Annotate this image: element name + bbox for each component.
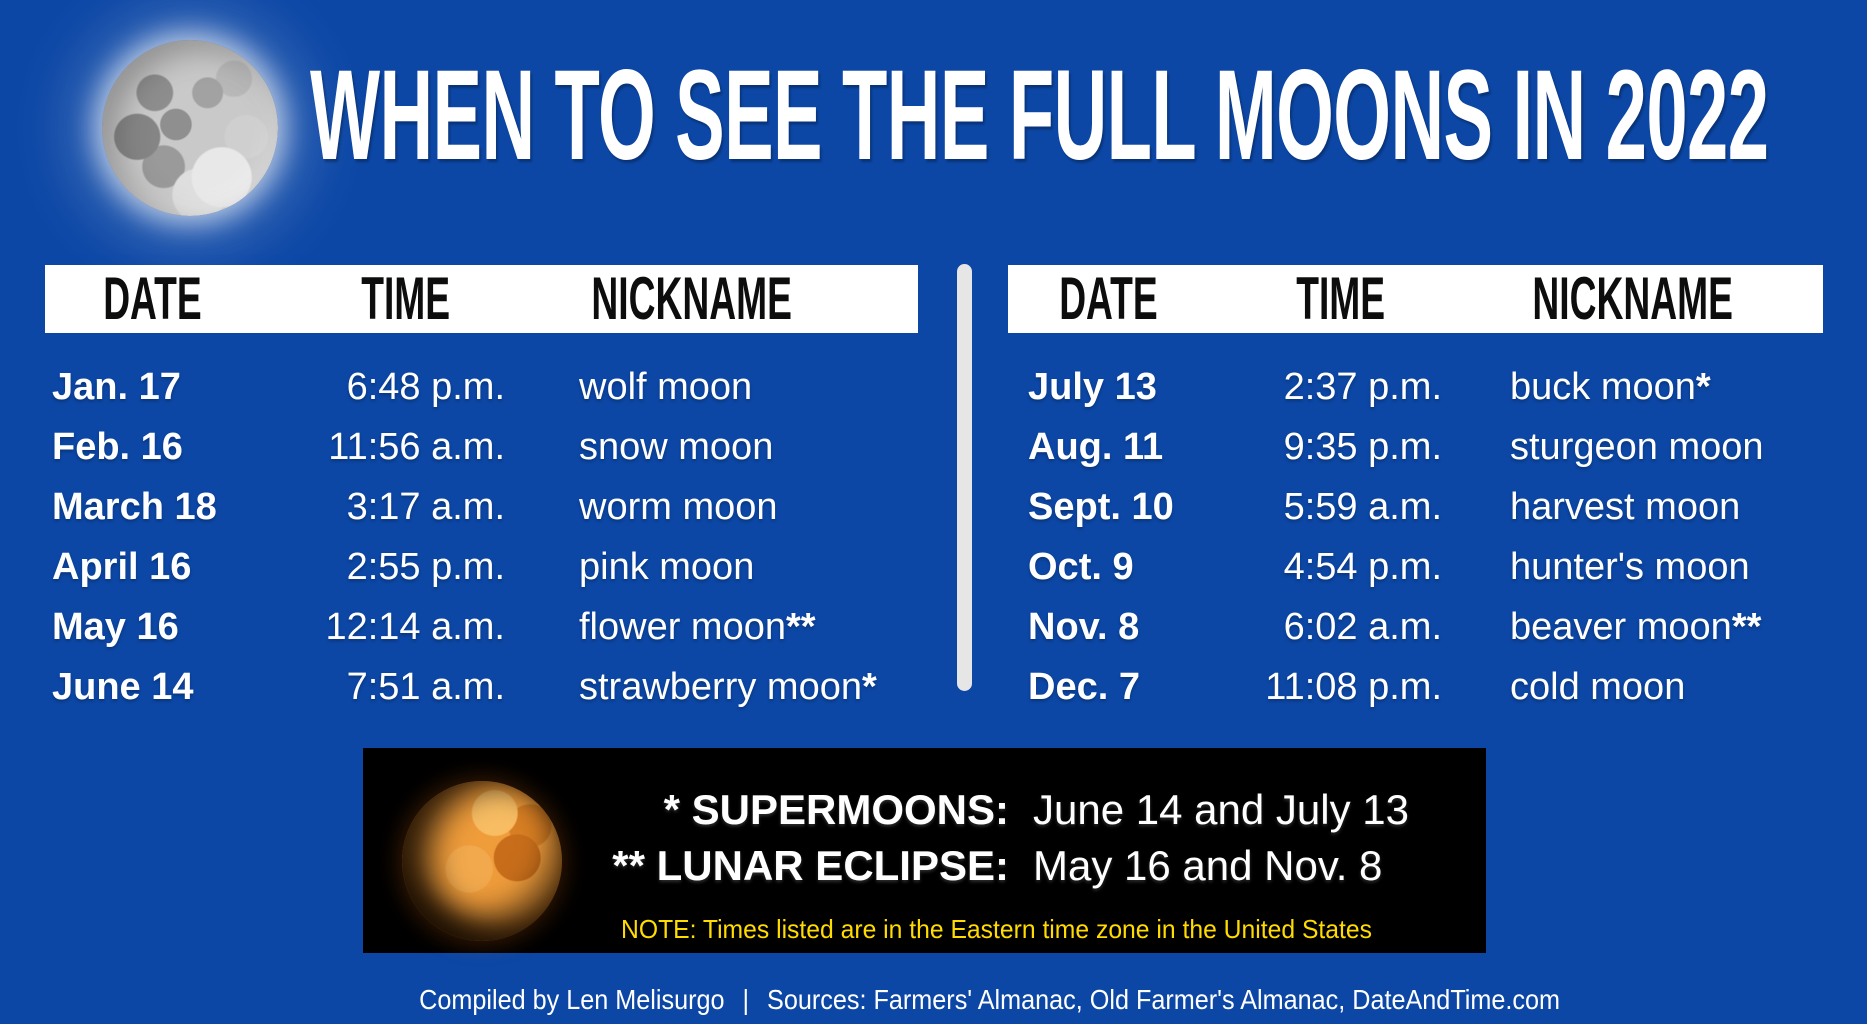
nickname-cell: buck moon* <box>1510 365 1711 408</box>
date-cell: Jan. 17 <box>52 365 181 408</box>
table-row <box>45 537 918 597</box>
nickname-cell: hunter's moon <box>1510 545 1750 588</box>
date-cell: Sept. 10 <box>1028 485 1174 528</box>
moon-table-july-dec <box>1008 265 1823 717</box>
nickname-cell: harvest moon <box>1510 485 1741 528</box>
date-cell: March 18 <box>52 485 217 528</box>
compiled-by-text: Compiled by Len Melisurgo <box>419 984 725 1015</box>
nickname-cell: worm moon <box>579 485 778 528</box>
table-row <box>45 597 918 657</box>
nickname-cell: strawberry moon* <box>579 665 877 708</box>
table-row <box>1008 477 1823 537</box>
nickname-cell: beaver moon** <box>1510 605 1762 648</box>
nickname-cell: wolf moon <box>579 365 753 408</box>
nickname-cell: snow moon <box>579 425 774 468</box>
legend-box <box>363 748 1486 953</box>
table-row <box>1008 357 1823 417</box>
column-header-date: DATE <box>1058 265 1158 332</box>
table-divider <box>957 264 972 691</box>
table-rows <box>1008 357 1823 717</box>
time-cell: 12:14 a.m. <box>325 605 505 648</box>
time-cell: 5:59 a.m. <box>1283 485 1442 528</box>
table-row <box>1008 537 1823 597</box>
time-cell: 4:54 p.m. <box>1283 545 1442 588</box>
moon-table-jan-june <box>45 265 918 717</box>
nickname-cell: flower moon** <box>579 605 816 648</box>
table-rows <box>45 357 918 717</box>
date-cell: Nov. 8 <box>1028 605 1140 648</box>
supermoons-value: June 14 and July 13 <box>1033 786 1409 833</box>
time-cell: 11:56 a.m. <box>328 425 505 468</box>
lunar-eclipse-marker: ** <box>785 605 816 648</box>
date-cell: Dec. 7 <box>1028 665 1140 708</box>
column-header-nickname: NICKNAME <box>591 265 792 332</box>
credit-separator: | <box>742 984 750 1015</box>
column-header-time: TIME <box>1296 265 1386 332</box>
date-cell: May 16 <box>52 605 179 648</box>
supermoon-marker: * <box>1695 365 1711 408</box>
supermoon-marker: * <box>861 665 877 708</box>
table-row <box>1008 417 1823 477</box>
nickname-cell: pink moon <box>579 545 755 588</box>
time-cell: 9:35 p.m. <box>1283 425 1442 468</box>
page-title: WHEN TO SEE THE FULL MOONS IN 2022 <box>310 44 1769 187</box>
lunar-eclipse-legend <box>363 844 1486 888</box>
table-row <box>1008 657 1823 717</box>
nickname-cell: sturgeon moon <box>1510 425 1764 468</box>
time-cell: 2:55 p.m. <box>346 545 505 588</box>
timezone-note: NOTE: Times listed are in the Eastern time zone in the United States <box>621 914 1372 944</box>
credit-line <box>419 984 1560 1016</box>
column-header-date: DATE <box>103 265 202 332</box>
table-row <box>45 417 918 477</box>
time-cell: 3:17 a.m. <box>346 485 505 528</box>
time-cell: 2:37 p.m. <box>1283 365 1442 408</box>
table-row <box>45 357 918 417</box>
date-cell: July 13 <box>1028 365 1157 408</box>
date-cell: Oct. 9 <box>1028 545 1134 588</box>
time-cell: 7:51 a.m. <box>346 665 505 708</box>
full-moon-icon <box>102 40 278 216</box>
lunar-eclipse-label: ** LUNAR ECLIPSE: <box>612 842 1009 889</box>
table-header-bar <box>1008 265 1823 333</box>
supermoons-label: * SUPERMOONS: <box>663 786 1009 833</box>
supermoons-legend <box>363 788 1486 832</box>
column-header-nickname: NICKNAME <box>1532 265 1733 332</box>
lunar-eclipse-marker: ** <box>1731 605 1762 648</box>
date-cell: April 16 <box>52 545 192 588</box>
date-cell: Aug. 11 <box>1028 425 1164 468</box>
nickname-cell: cold moon <box>1510 665 1686 708</box>
time-cell: 11:08 p.m. <box>1265 665 1442 708</box>
date-cell: Feb. 16 <box>52 425 183 468</box>
table-header-bar <box>45 265 918 333</box>
time-cell: 6:48 p.m. <box>346 365 505 408</box>
table-row <box>45 657 918 717</box>
lunar-eclipse-value: May 16 and Nov. 8 <box>1033 842 1383 889</box>
sources-text: Sources: Farmers' Almanac, Old Farmer's Almanac, DateAndTime.com <box>767 984 1560 1015</box>
time-cell: 6:02 a.m. <box>1283 605 1442 648</box>
column-header-time: TIME <box>361 265 450 332</box>
date-cell: June 14 <box>52 665 194 708</box>
table-row <box>1008 597 1823 657</box>
table-row <box>45 477 918 537</box>
